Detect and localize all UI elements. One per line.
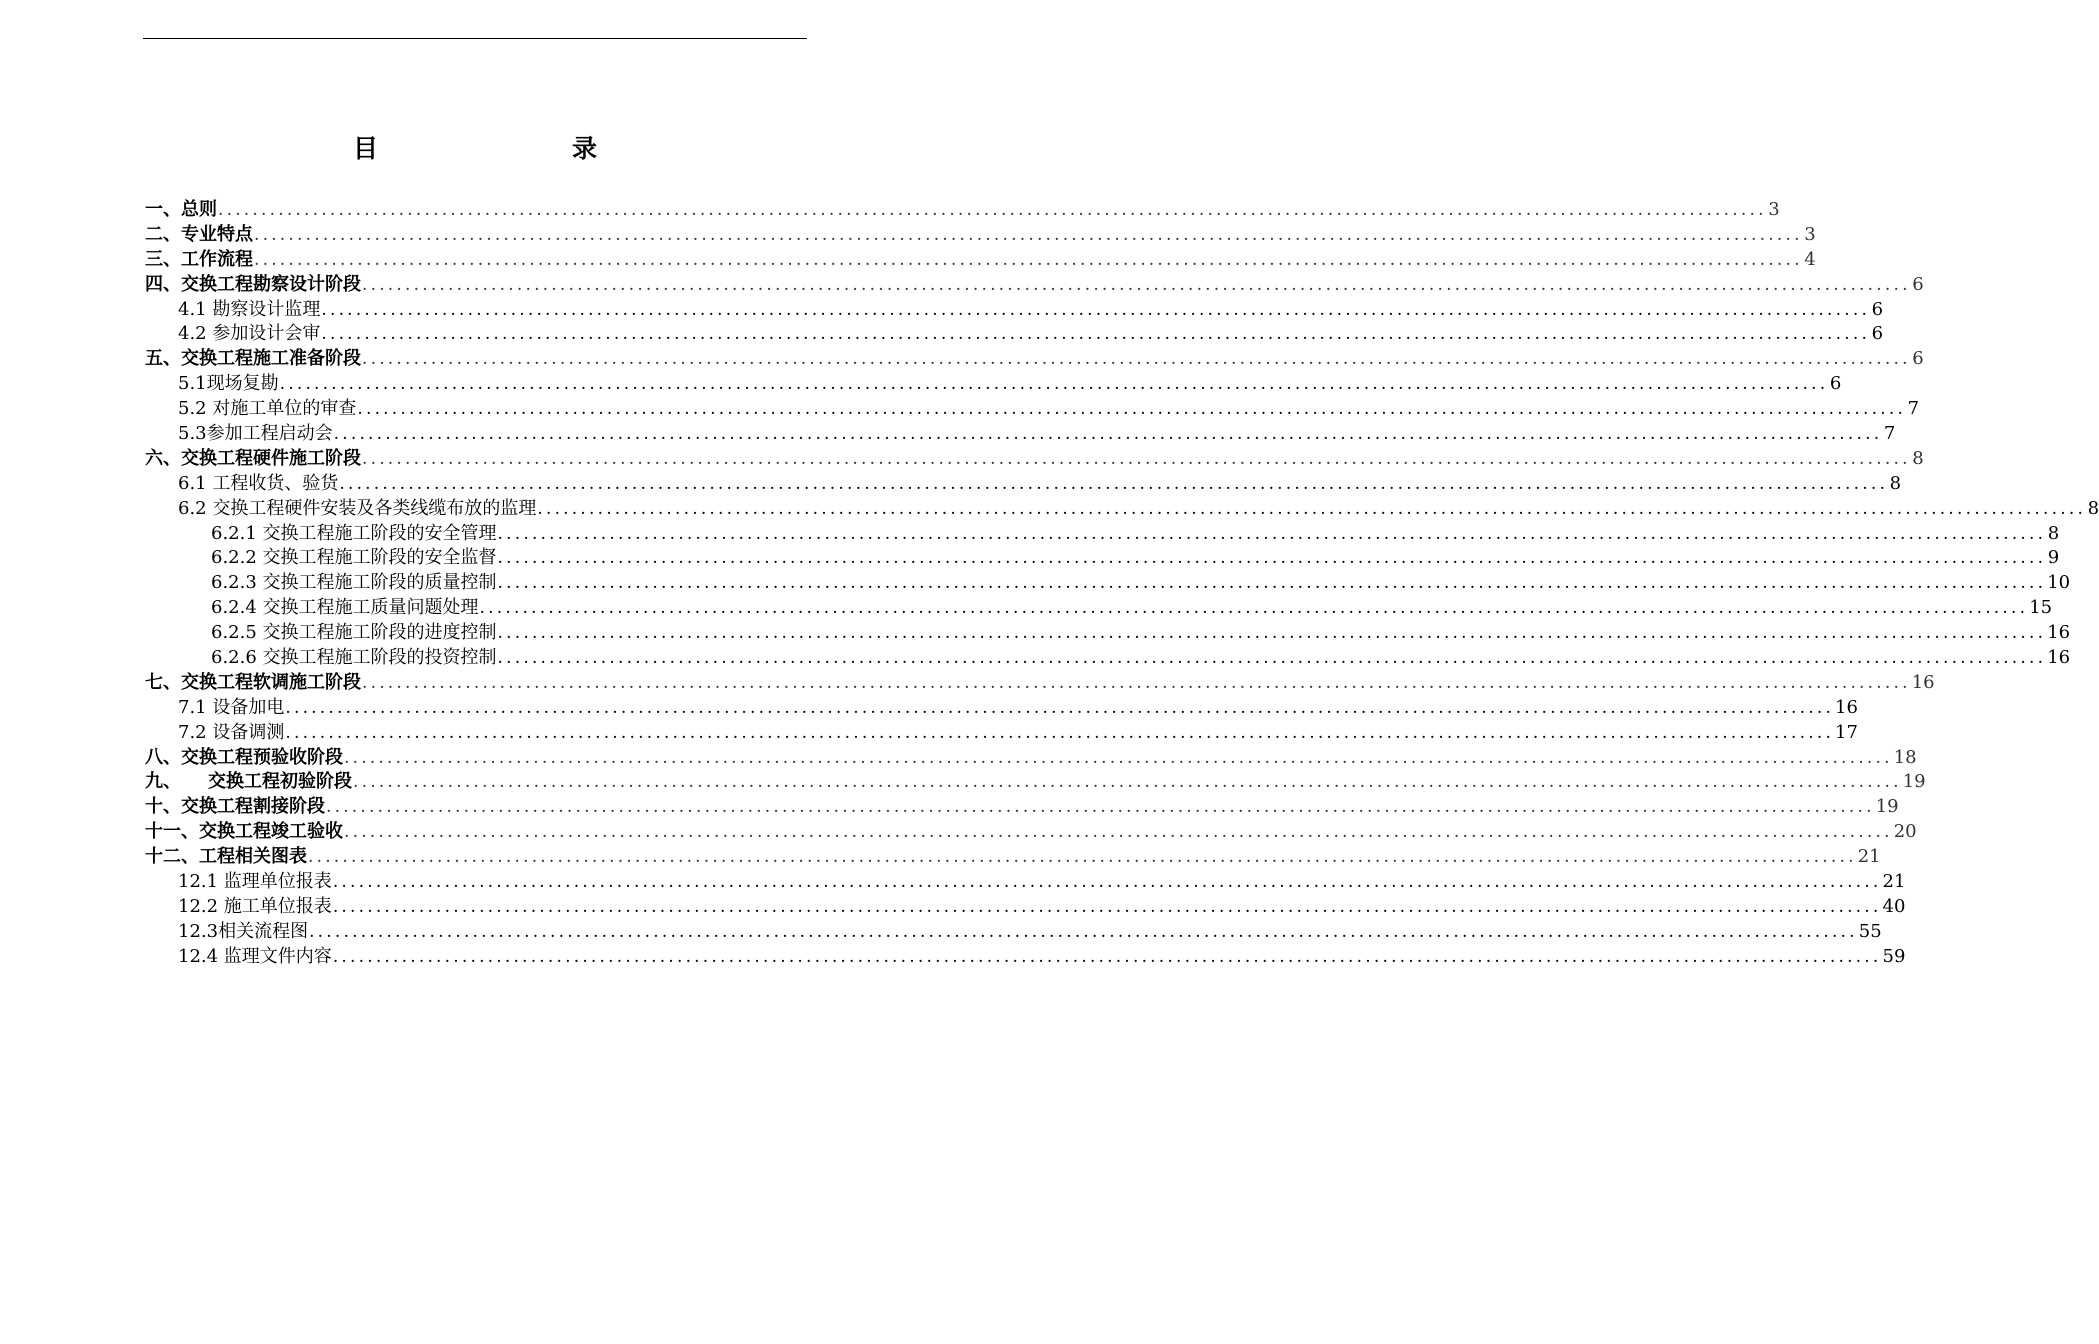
toc-dot-leader: .................................................................................................................................................................................... — [309, 921, 1858, 942]
toc-entry[interactable] — [145, 472, 1902, 497]
toc-dot-leader: .................................................................................................................................................................................... — [254, 249, 1803, 270]
toc-dot-leader: .................................................................................................................................................................................... — [321, 324, 1871, 345]
toc-entry-page-number: 18 — [1893, 746, 1917, 768]
toc-dot-leader: .................................................................................................................................................................................... — [497, 648, 2047, 669]
toc-entry-label: 十二、工程相关图表 — [145, 846, 307, 868]
toc-entry-label: 6.2.5 交换工程施工阶段的进度控制 — [211, 622, 497, 644]
toc-entry-label: 7.2 设备调测 — [178, 721, 285, 743]
toc-entry-page-number: 16 — [1835, 696, 1858, 718]
toc-dot-leader: .................................................................................................................................................................................... — [344, 822, 1893, 843]
toc-entry[interactable] — [145, 497, 2099, 522]
toc-dot-leader: .................................................................................................................................................................................... — [218, 200, 1767, 220]
toc-dot-leader: .................................................................................................................................................................................... — [332, 872, 1882, 893]
toc-entry[interactable] — [145, 920, 1882, 945]
toc-entry-label: 6.2.4 交换工程施工质量问题处理 — [211, 597, 479, 619]
toc-entry-label: 12.2 施工单位报表 — [178, 895, 332, 917]
toc-entry-page-number: 17 — [1835, 721, 1858, 743]
toc-entry[interactable] — [145, 322, 1884, 347]
toc-entry-label: 6.2.1 交换工程施工阶段的安全管理 — [211, 522, 497, 544]
toc-dot-leader: .................................................................................................................................................................................... — [497, 623, 2047, 644]
toc-entry-page-number: 19 — [1902, 771, 1926, 793]
toc-entry-page-number: 8 — [1889, 472, 1902, 494]
toc-entry-page-number: 20 — [1893, 821, 1917, 843]
toc-entry-page-number: 16 — [2047, 647, 2071, 669]
toc-entry-label: 6.2.6 交换工程施工阶段的投资控制 — [211, 647, 497, 669]
toc-entry[interactable] — [145, 945, 1906, 970]
toc-dot-leader: .................................................................................................................................................................................... — [353, 772, 1902, 793]
toc-entry[interactable] — [145, 746, 1917, 771]
toc-dot-leader: .................................................................................................................................................................................... — [285, 722, 1835, 743]
toc-entry[interactable] — [145, 621, 2071, 646]
toc-entry-page-number: 16 — [1911, 671, 1935, 693]
toc-entry-page-number: 21 — [1857, 846, 1881, 868]
toc-entry-page-number: 59 — [1882, 945, 1906, 967]
toc-dot-leader: .................................................................................................................................................................................... — [362, 349, 1911, 370]
toc-dot-leader: .................................................................................................................................................................................... — [362, 448, 1911, 469]
toc-entry-page-number: 8 — [2047, 522, 2060, 544]
toc-entry[interactable] — [145, 770, 1926, 795]
toc-dot-leader: .................................................................................................................................................................................... — [497, 523, 2047, 544]
toc-entry-label: 四、交换工程勘察设计阶段 — [145, 273, 361, 295]
toc-dot-leader: .................................................................................................................................................................................... — [479, 598, 2029, 619]
toc-entry-label: 二、专业特点 — [145, 223, 253, 245]
toc-entry[interactable] — [145, 596, 2053, 621]
toc-entry-page-number: 7 — [1907, 398, 1920, 420]
toc-entry-page-number: 3 — [1768, 199, 1780, 220]
header-rule — [143, 38, 807, 39]
toc-entry-label: 六、交换工程硬件施工阶段 — [145, 447, 361, 469]
toc-entry-label: 6.2 交换工程硬件安装及各类线缆布放的监理 — [178, 497, 537, 519]
toc-entry-label: 4.1 勘察设计监理 — [178, 298, 321, 320]
toc-entry-label: 十、交换工程割接阶段 — [145, 796, 325, 818]
toc-entry-label: 八、交换工程预验收阶段 — [145, 746, 343, 768]
toc-entry[interactable] — [145, 198, 1780, 223]
toc-dot-leader: .................................................................................................................................................................................... — [285, 697, 1835, 718]
toc-entry-page-number: 40 — [1882, 895, 1906, 917]
toc-entry-page-number: 15 — [2029, 597, 2053, 619]
toc-dot-leader: .................................................................................................................................................................................... — [339, 473, 1889, 494]
toc-entry-page-number: 6 — [1871, 298, 1884, 320]
toc-entry-page-number: 19 — [1875, 796, 1899, 818]
toc-entry[interactable] — [145, 347, 1924, 372]
toc-entry-label: 6.2.3 交换工程施工阶段的质量控制 — [211, 572, 497, 594]
toc-entry-page-number: 21 — [1882, 871, 1906, 893]
toc-entry-label: 6.2.2 交换工程施工阶段的安全监督 — [211, 547, 497, 569]
toc-entry[interactable] — [145, 372, 1842, 397]
toc-entry[interactable] — [145, 447, 1924, 472]
toc-entry[interactable] — [145, 646, 2071, 671]
toc-entry-page-number: 3 — [1804, 223, 1816, 245]
toc-entry[interactable] — [145, 895, 1906, 920]
toc-entry-page-number: 6 — [1871, 323, 1884, 345]
toc-entry-page-number: 55 — [1858, 920, 1882, 942]
toc-entry[interactable] — [145, 721, 1858, 746]
toc-entry[interactable] — [145, 696, 1858, 721]
toc-entry[interactable] — [145, 298, 1884, 323]
toc-entry-label: 7.1 设备加电 — [178, 696, 285, 718]
toc-dot-leader: .................................................................................................................................................................................... — [362, 274, 1911, 295]
toc-entry-page-number: 6 — [1829, 373, 1842, 395]
table-of-contents — [145, 198, 2099, 970]
toc-dot-leader: .................................................................................................................................................................................... — [326, 797, 1875, 818]
toc-entry-page-number: 9 — [2047, 547, 2060, 569]
toc-entry[interactable] — [145, 795, 1899, 820]
toc-dot-leader: .................................................................................................................................................................................... — [537, 498, 2087, 519]
toc-entry[interactable] — [145, 671, 1935, 696]
toc-entry[interactable] — [145, 248, 1816, 273]
toc-entry-label: 12.1 监理单位报表 — [178, 871, 332, 893]
toc-dot-leader: .................................................................................................................................................................................... — [254, 224, 1803, 245]
toc-entry-page-number: 8 — [1912, 447, 1924, 469]
toc-entry[interactable] — [145, 223, 1816, 248]
toc-dot-leader: .................................................................................................................................................................................... — [344, 747, 1893, 768]
toc-entry-label: 5.1现场复勘 — [178, 373, 279, 395]
toc-dot-leader: .................................................................................................................................................................................... — [497, 548, 2047, 569]
toc-entry[interactable] — [145, 571, 2071, 596]
toc-entry[interactable] — [145, 820, 1917, 845]
toc-entry-page-number: 6 — [1912, 348, 1924, 370]
toc-entry-label: 九、 交换工程初验阶段 — [145, 771, 352, 793]
toc-entry-label: 十一、交换工程竣工验收 — [145, 821, 343, 843]
toc-entry-page-number: 7 — [1883, 423, 1896, 445]
toc-entry[interactable] — [145, 273, 1924, 298]
toc-dot-leader: .................................................................................................................................................................................... — [332, 946, 1882, 967]
toc-dot-leader: .................................................................................................................................................................................... — [362, 672, 1911, 693]
toc-entry[interactable] — [145, 522, 2060, 547]
toc-entry-label: 4.2 参加设计会审 — [178, 323, 321, 345]
toc-dot-leader: .................................................................................................................................................................................... — [321, 299, 1871, 320]
toc-entry-label: 三、工作流程 — [145, 248, 253, 270]
toc-entry-page-number: 4 — [1804, 248, 1816, 270]
toc-dot-leader: .................................................................................................................................................................................... — [357, 399, 1907, 420]
toc-entry[interactable] — [145, 422, 1896, 447]
toc-entry-page-number: 6 — [1912, 273, 1924, 295]
toc-entry-label: 5.3参加工程启动会 — [178, 423, 333, 445]
toc-entry-label: 6.1 工程收货、验货 — [178, 472, 339, 494]
toc-entry-label: 五、交换工程施工准备阶段 — [145, 348, 361, 370]
toc-entry-page-number: 8 — [2087, 497, 2099, 519]
toc-entry-label: 一、总则 — [145, 199, 217, 220]
toc-entry-page-number: 10 — [2047, 572, 2071, 594]
toc-dot-leader: .................................................................................................................................................................................... — [308, 847, 1857, 868]
toc-entry-label: 12.4 监理文件内容 — [178, 945, 332, 967]
toc-entry-label: 七、交换工程软调施工阶段 — [145, 671, 361, 693]
toc-entry-page-number: 16 — [2047, 622, 2071, 644]
toc-entry[interactable] — [145, 870, 1906, 895]
toc-entry[interactable] — [145, 397, 1920, 422]
toc-dot-leader: .................................................................................................................................................................................... — [333, 424, 1883, 445]
toc-entry-label: 12.3相关流程图 — [178, 920, 309, 942]
toc-entry[interactable] — [145, 546, 2060, 571]
toc-entry[interactable] — [145, 845, 1881, 870]
toc-dot-leader: .................................................................................................................................................................................... — [332, 896, 1882, 917]
toc-entry-label: 5.2 对施工单位的审查 — [178, 398, 357, 420]
toc-dot-leader: .................................................................................................................................................................................... — [279, 374, 1829, 395]
page-title: 目 录 — [352, 134, 645, 163]
toc-dot-leader: .................................................................................................................................................................................... — [497, 573, 2047, 594]
